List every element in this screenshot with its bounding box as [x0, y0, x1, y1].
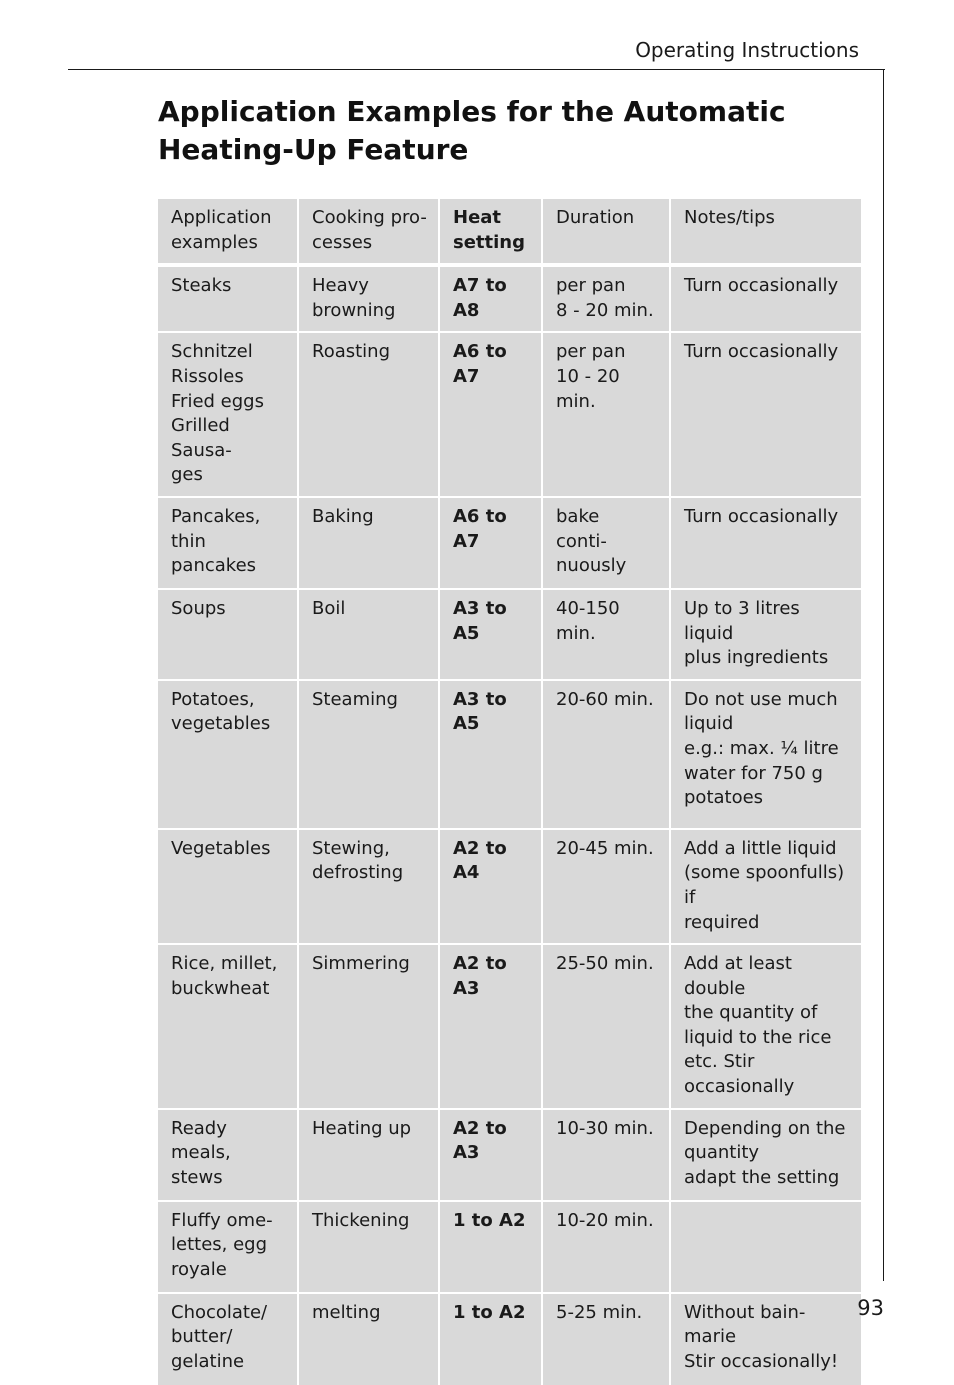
column-header-application: Application examples [158, 199, 298, 265]
cell-duration: 5-25 min. [542, 1293, 670, 1385]
cell-process: Thickening [298, 1201, 439, 1293]
cell-application: Pancakes, thin pancakes [158, 497, 298, 589]
table-row [158, 1293, 861, 1385]
cell-process: Steaming [298, 680, 439, 829]
cell-heat-setting: A2 to A4 [439, 829, 542, 944]
cell-heat-setting: A6 to A7 [439, 497, 542, 589]
cell-notes: Up to 3 litres liquid plus ingredients [670, 589, 861, 680]
cell-process: Stewing, defrosting [298, 829, 439, 944]
column-header-notes: Notes/tips [670, 199, 861, 265]
margin-rule [883, 69, 884, 1281]
cell-heat-setting: 1 to A2 [439, 1293, 542, 1385]
cell-process: Baking [298, 497, 439, 589]
page-number: 93 [857, 1296, 884, 1320]
table-row [158, 1201, 861, 1293]
cell-application: Steaks [158, 265, 298, 332]
cell-notes: Add at least double the quantity of liquid to the rice etc. Stir occasionally [670, 944, 861, 1109]
cell-heat-setting: A2 to A3 [439, 944, 542, 1109]
table-row [158, 332, 861, 497]
column-header-duration: Duration [542, 199, 670, 265]
cell-process: Heating up [298, 1109, 439, 1201]
cell-application: Soups [158, 589, 298, 680]
header-rule [68, 69, 885, 70]
cell-notes: Depending on the quantity adapt the setting [670, 1109, 861, 1201]
cell-notes: Do not use much liquid e.g.: max. ¼ litre water for 750 g potatoes [670, 680, 861, 829]
cell-application: Schnitzel Rissoles Fried eggs Grilled Sausa- ges [158, 332, 298, 497]
cell-heat-setting: A3 to A5 [439, 680, 542, 829]
cell-duration: bake conti- nuously [542, 497, 670, 589]
cell-notes: Turn occasionally [670, 332, 861, 497]
cell-process: Heavy browning [298, 265, 439, 332]
table-header-row [158, 199, 861, 265]
cell-application: Ready meals, stews [158, 1109, 298, 1201]
cell-notes: Add a little liquid (some spoonfulls) if required [670, 829, 861, 944]
cell-application: Vegetables [158, 829, 298, 944]
cell-heat-setting: A6 to A7 [439, 332, 542, 497]
cell-duration: per pan 8 - 20 min. [542, 265, 670, 332]
table-row [158, 1109, 861, 1201]
page-title: Application Examples for the Automatic Heating-Up Feature [158, 95, 786, 166]
cell-application: Potatoes, vegetables [158, 680, 298, 829]
cell-heat-setting: 1 to A2 [439, 1201, 542, 1293]
cell-notes [670, 1201, 861, 1293]
running-header: Operating Instructions [635, 38, 859, 62]
cell-duration: 20-60 min. [542, 680, 670, 829]
cell-duration: 40-150 min. [542, 589, 670, 680]
column-header-heat-setting: Heat setting [439, 199, 542, 265]
column-header-cooking-process: Cooking pro- cesses [298, 199, 439, 265]
cell-process: Simmering [298, 944, 439, 1109]
cell-duration: 25-50 min. [542, 944, 670, 1109]
cell-application: Fluffy ome- lettes, egg royale [158, 1201, 298, 1293]
cell-duration: 10-20 min. [542, 1201, 670, 1293]
cell-duration: 10-30 min. [542, 1109, 670, 1201]
cell-duration: per pan 10 - 20 min. [542, 332, 670, 497]
table-row [158, 829, 861, 944]
application-examples-table [158, 199, 861, 1385]
table-row [158, 265, 861, 332]
cell-application: Rice, millet, buckwheat [158, 944, 298, 1109]
cell-heat-setting: A2 to A3 [439, 1109, 542, 1201]
table-row [158, 680, 861, 829]
cell-notes: Turn occasionally [670, 265, 861, 332]
cell-heat-setting: A7 to A8 [439, 265, 542, 332]
table-row [158, 589, 861, 680]
cell-process: melting [298, 1293, 439, 1385]
cell-heat-setting: A3 to A5 [439, 589, 542, 680]
table-row [158, 497, 861, 589]
cell-duration: 20-45 min. [542, 829, 670, 944]
cell-application: Chocolate/ butter/ gelatine [158, 1293, 298, 1385]
table-row [158, 944, 861, 1109]
cell-process: Boil [298, 589, 439, 680]
cell-process: Roasting [298, 332, 439, 497]
cell-notes: Turn occasionally [670, 497, 861, 589]
cell-notes: Without bain-marie Stir occasionally! [670, 1293, 861, 1385]
